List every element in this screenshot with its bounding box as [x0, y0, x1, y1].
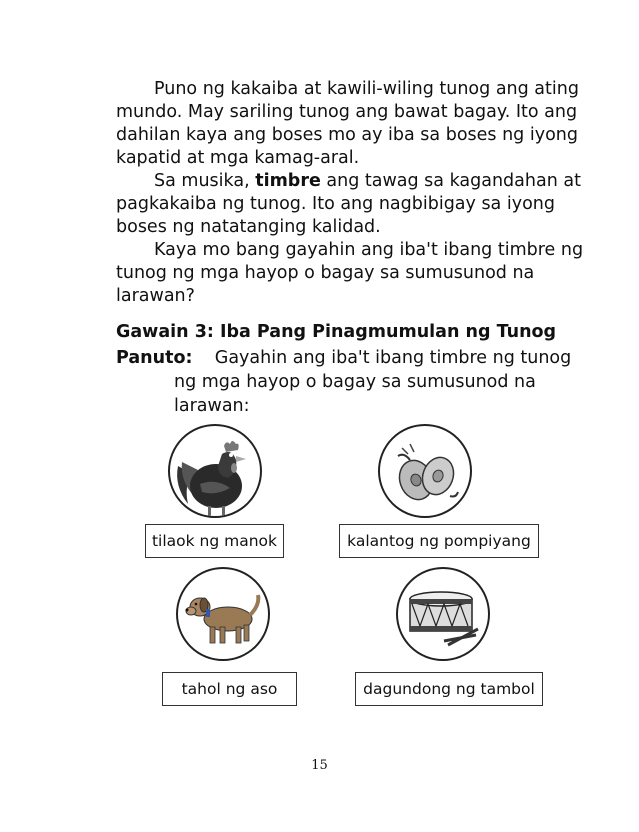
- timbre-text-after: ang tawag sa kagandahan at pagkakaiba ng tunog. Ito ang nagbibigay sa iyong boses ng natatanging kalidad.: [116, 171, 581, 237]
- instruction-line-1: Gayahin ang iba't ibang timbre ng tunog: [214, 348, 572, 368]
- drum-image: [396, 567, 490, 661]
- drum-icon: [398, 569, 488, 659]
- activity-instructions: [116, 346, 586, 418]
- label-drum: dagundong ng tambol: [355, 672, 543, 706]
- page-number: 15: [311, 758, 328, 773]
- timbre-term: timbre: [255, 171, 321, 191]
- label-cymbals: kalantog ng pompiyang: [339, 524, 539, 558]
- rooster-icon: [170, 426, 260, 516]
- intro-text: Puno ng kakaiba at kawili-wiling tunog ang ating mundo. May sariling tunog ang bawat bagay. Ito ang dahilan kaya ang boses mo ay iba sa boses ng iyong kapatid at mga kamag-aral.: [116, 79, 579, 168]
- instruction-line-2: ng mga hayop o bagay sa sumusunod na: [174, 372, 536, 392]
- dog-icon: [178, 569, 268, 659]
- rooster-image: [168, 424, 262, 518]
- label-rooster: tilaok ng manok: [145, 524, 284, 558]
- timbre-paragraph: [116, 170, 586, 239]
- activity-heading: Gawain 3: Iba Pang Pinagmumulan ng Tunog: [116, 322, 557, 342]
- instruction-label: Panuto:: [116, 348, 193, 368]
- question-paragraph: [116, 239, 586, 308]
- cymbals-image: [378, 424, 472, 518]
- timbre-text-before: Sa musika,: [154, 171, 256, 191]
- instruction-line-3: larawan:: [174, 396, 250, 416]
- label-dog: tahol ng aso: [162, 672, 297, 706]
- dog-image: [176, 567, 270, 661]
- cymbals-icon: [380, 426, 470, 516]
- question-text: Kaya mo bang gayahin ang iba't ibang timbre ng tunog ng mga hayop o bagay sa sumusunod na larawan?: [116, 240, 584, 306]
- intro-paragraph: [116, 78, 586, 170]
